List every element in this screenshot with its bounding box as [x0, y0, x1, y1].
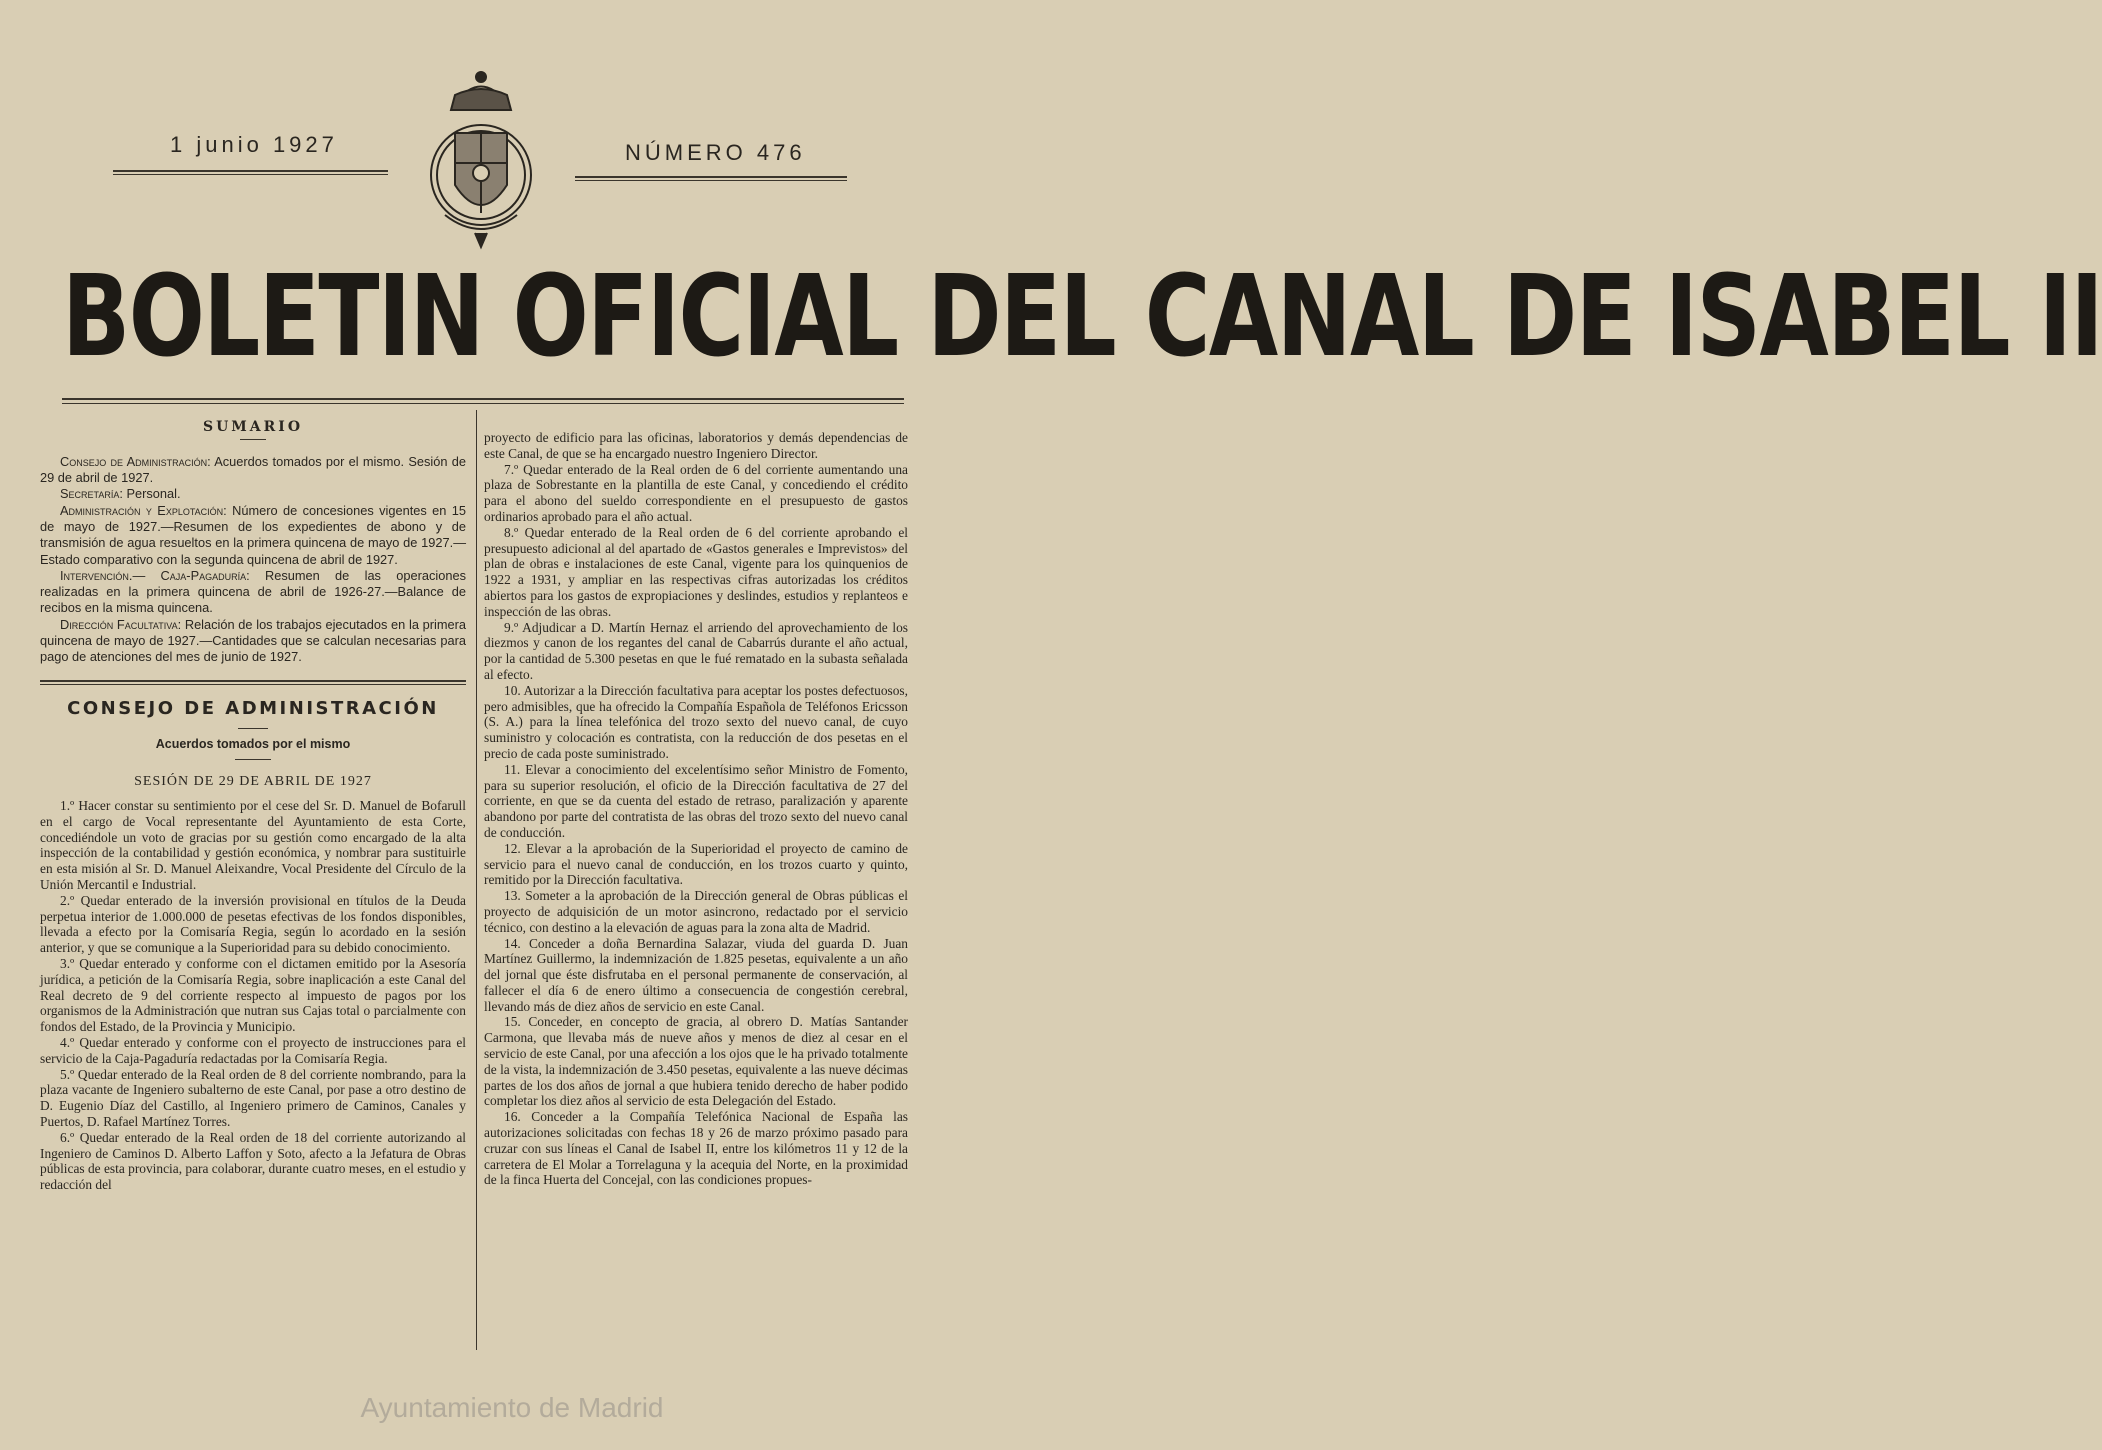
masthead-title: BOLETIN OFICIAL DEL CANAL DE ISABEL II [62, 252, 2102, 382]
heading-divider [238, 728, 268, 729]
sumario-entry: Dirección Facultativa: Relación de los trabajos ejecutados en la primera quincena de mayo de 1927.—Cantidades que se calculan necesarias para pago de atenciones del mes de junio de 1927. [40, 616, 466, 665]
section-rule [40, 680, 466, 682]
left-column [40, 412, 466, 1193]
agreement-paragraph: 4.º Quedar enterado y conforme con el proyecto de instrucciones para el servicio de la Caja-Pagaduría redactadas por la Comisaría Regia. [40, 1035, 466, 1066]
agreement-paragraph: 10. Autorizar a la Dirección facultativa para aceptar los postes defectuosos, pero admisibles, que ha ofrecido la Compañía Española de Teléfonos Ericsson (S. A.) para la línea telefónica del trozo sexto del nuevo canal, de cuyo suministro y colocación es contratista, con la reducción de dos pesetas en el precio de cada poste suministrado. [484, 682, 908, 761]
agreement-paragraph: 9.º Adjudicar a D. Martín Hernaz el arriendo del aprovechamiento de los diezmos y canon de los regantes del canal de Cabarrús durante el año actual, por la cantidad de 5.300 pesetas en que le fué rematado en la subasta señalada al efecto. [484, 619, 908, 682]
royal-coat-of-arms-icon [425, 65, 537, 250]
agreement-paragraph: 11. Elevar a conocimiento del excelentísimo señor Ministro de Fomento, para su superior resolución, el oficio de la Dirección facultativa de 27 del corriente, en que se da cuenta del estado de retraso, paralización y aparente abandono por parte del contratista de las obras del trozo sexto del nuevo canal de conducción. [484, 761, 908, 840]
subheading-divider [235, 759, 271, 760]
sumario-divider [240, 439, 266, 440]
agreement-paragraph: 2.º Quedar enterado de la inversión provisional en títulos de la Deuda perpetua interior de 1.000.000 de pesetas efectivas de los fondos disponibles, llevada a efecto por la Comisaría Regia, según lo acordado en la sesión anterior, y que se comunique a la Superioridad para su debido conocimiento. [40, 892, 466, 956]
right-column [484, 430, 908, 1188]
sumario-heading: SUMARIO [202, 419, 304, 435]
agreement-paragraph: 14. Conceder a doña Bernardina Salazar, viuda del guarda D. Juan Martínez Guillermo, la indemnización de 1.825 pesetas, equivalente a un año del jornal que éste disfrutaba en el personal permanente de conservación, al fallecer el día 6 de enero último a consecuencia de congestión cerebral, llevando más de diez años de servicio en este Canal. [484, 935, 908, 1014]
session-heading: SESIÓN DE 29 DE ABRIL DE 1927 [134, 774, 372, 790]
agreement-paragraph: 1.º Hacer constar su sentimiento por el cese del Sr. D. Manuel de Bofarull en el cargo de Vocal representante del Ayuntamiento de esta Corte, concediéndole un voto de gracias por su gestión como encargado de la alta inspección de la contabilidad y gestión económica, y nombrar para sustituirle en esta misión al Sr. D. Manuel Aleixandre, Vocal Presidente del Círculo de la Unión Mercantil e Industrial. [40, 798, 466, 893]
agreement-paragraph: 7.º Quedar enterado de la Real orden de 6 del corriente aumentando una plaza de Sobrestante en la plantilla de este Canal, y concediendo el crédito para el abono del sueldo correspondiente en el presupuesto de gastos ordinarios aprobado para el año actual. [484, 461, 908, 524]
agreement-paragraph: 16. Conceder a la Compañía Telefónica Nacional de España las autorizaciones solicitadas con fechas 18 y 26 de marzo próximo pasado para cruzar con sus líneas el Canal de Isabel II, entre los kilómetros 11 y 12 de la carretera de El Molar a Torrelaguna y la acequia del Norte, en la proximidad de la finca Huerta del Concejal, con las condiciones propues- [484, 1109, 908, 1188]
sumario-entry: Intervención.— Caja-Pagaduría: Resumen de las operaciones realizadas en la primera quincena de abril de 1926-27.—Balance de recibos en la misma quincena. [40, 567, 466, 616]
sumario-entry: Administración y Explotación: Número de concesiones vigentes en 15 de mayo de 1927.—Resumen de los expedientes de abono y de transmisión de agua resueltos en la primera quincena de mayo de 1927.—Estado comparativo con la segunda quincena de abril de 1927. [40, 502, 466, 567]
section-rule-thin [40, 684, 466, 685]
column-divider [476, 410, 477, 1350]
agreement-paragraph: proyecto de edificio para las oficinas, laboratorios y demás dependencias de este Canal, de que se ha encargado nuestro Ingeniero Director. [484, 430, 908, 461]
sumario-entry: Consejo de Administración: Acuerdos tomados por el mismo. Sesión de 29 de abril de 1927. [40, 453, 466, 486]
agreement-paragraph: 3.º Quedar enterado y conforme con el dictamen emitido por la Asesoría jurídica, a petición de la Comisaría Regia, sobre inaplicación a este Canal del Real decreto de 9 del corriente respecto al impuesto de pagos por los organismos de la Administración que nutran sus Cajas total o parcialmente con fondos del Estado, de la Provincia y Municipio. [40, 956, 466, 1035]
section-subheading: Acuerdos tomados por el mismo [155, 737, 351, 752]
masthead-rule-thin [62, 403, 904, 404]
date-underline [113, 170, 388, 172]
sumario-entry: Secretaría: Personal. [60, 486, 181, 502]
sumario-list [40, 454, 466, 666]
agreement-paragraph: 8.º Quedar enterado de la Real orden de 6 del corriente aprobando el presupuesto adicional al del apartado de «Gastos generales e Imprevistos» del plan de obras e instalaciones de este Canal, vigente para los quinquenios de 1922 a 1931, y ampliar en las respectivas cifras autorizadas los créditos abiertos para los gastos de expropiaciones y deslindes, estudios y replanteos e inspección de las obras. [484, 524, 908, 619]
watermark: Ayuntamiento de Madrid [360, 1392, 664, 1423]
section-heading: CONSEJO DE ADMINISTRACIÓN [67, 697, 439, 719]
masthead-rule [62, 398, 904, 400]
issue-number: NÚMERO 476 [625, 140, 806, 165]
agreement-paragraph: 15. Conceder, en concepto de gracia, al obrero D. Matías Santander Carmona, que llevaba más de nueve años y menos de diez al cesar en el servicio de este Canal, por una afección a los ojos que le ha privado totalmente de la vista, la indemnización de 3.450 pesetas, equivalente a las nueve décimas partes de los dos años de jornal a que hubiera tenido derecho de haber podido completar los diez años al servicio de esta Delegación del Estado. [484, 1014, 908, 1109]
agreement-paragraph: 5.º Quedar enterado de la Real orden de 8 del corriente nombrando, para la plaza vacante de Ingeniero subalterno de este Canal, por pase a otro destino de D. Eugenio Díaz del Castillo, al Ingeniero primero de Caminos, Canales y Puertos, D. Rafael Martínez Torres. [40, 1066, 466, 1129]
agreement-paragraph: 12. Elevar a la aprobación de la Superioridad el proyecto de camino de servicio para el nuevo canal de conducción, en los trozos cuarto y quinto, remitido por la Dirección facultativa. [484, 840, 908, 888]
number-underline [575, 176, 847, 178]
agreement-paragraph: 13. Someter a la aprobación de la Dirección general de Obras públicas el proyecto de adquisición de un motor asincrono, redactado por el servicio técnico, con destino a la elevación de aguas para la zona alta de Madrid. [484, 888, 908, 935]
agreement-paragraph: 6.º Quedar enterado de la Real orden de 18 del corriente autorizando al Ingeniero de Caminos D. Alberto Laffon y Soto, afecto a la Jefatura de Obras públicas de esta provincia, para colaborar, durante cuatro meses, en el estudio y redacción del [40, 1129, 466, 1193]
issue-date: 1 junio 1927 [170, 132, 338, 157]
